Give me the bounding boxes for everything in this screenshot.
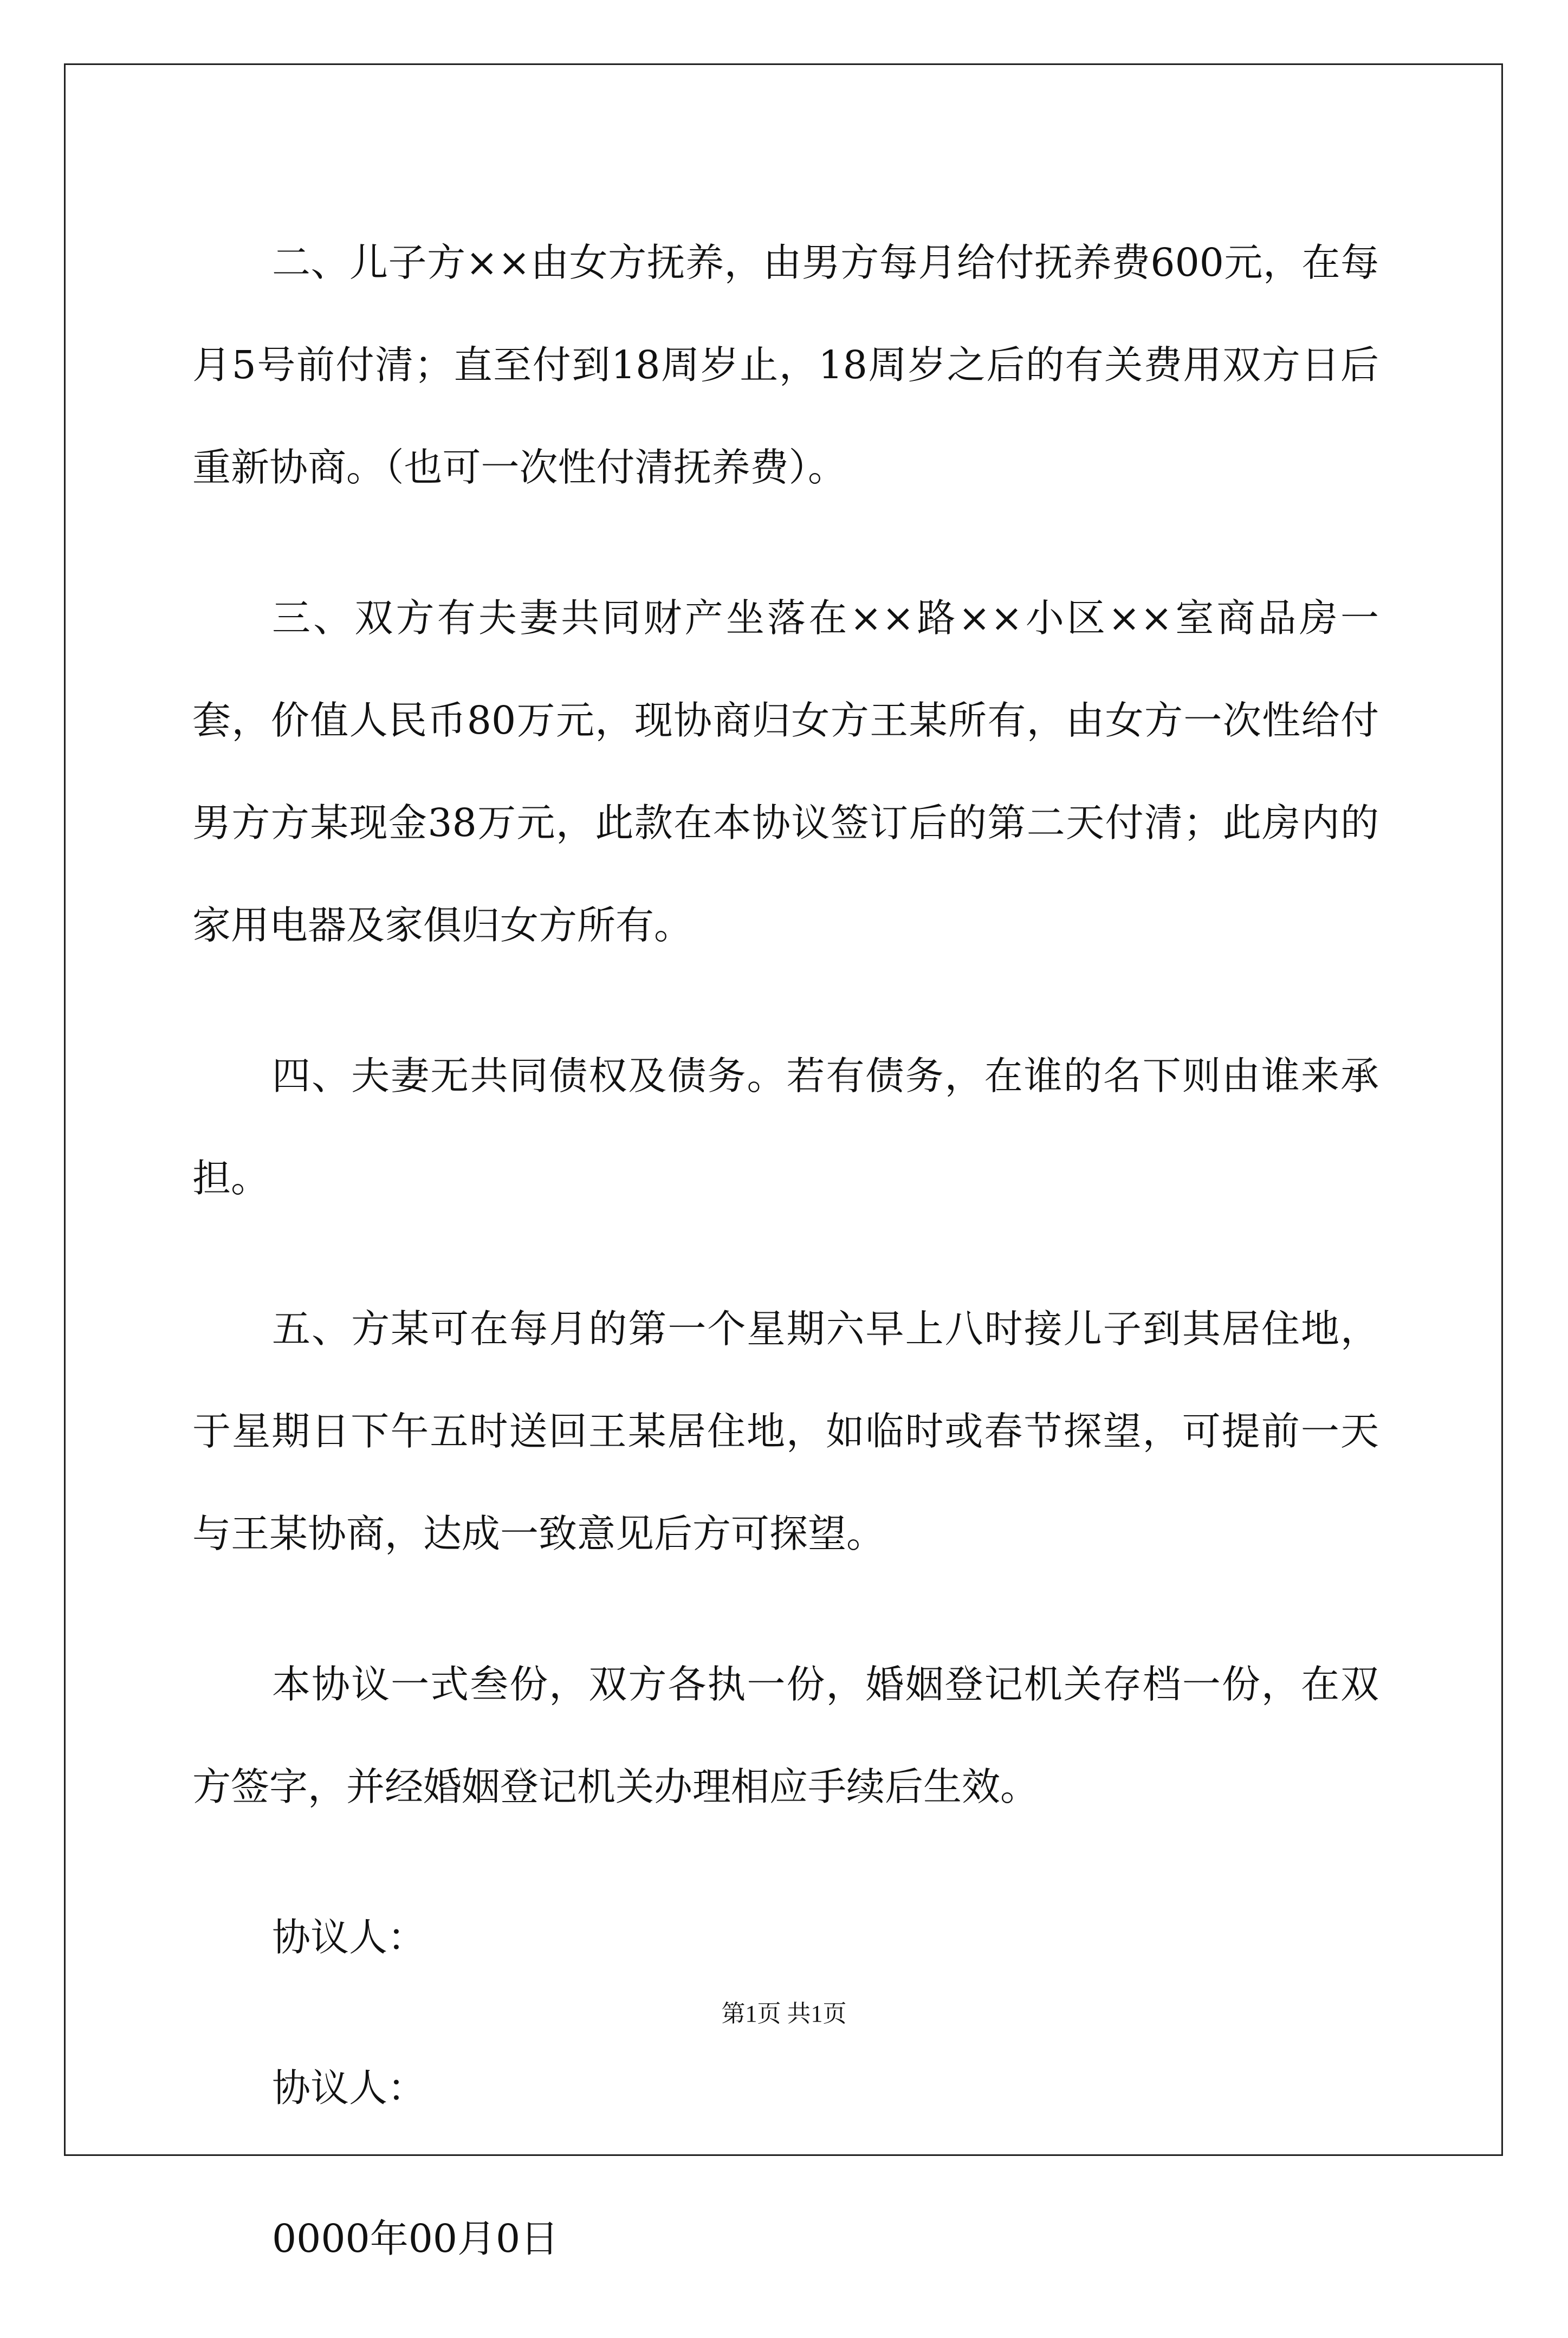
signature-line-2: 协议人： <box>272 2065 426 2110</box>
date-line: 0000年00月0日 <box>272 2216 559 2261</box>
page-number-footer: 第1页 共1页 <box>721 2000 847 2027</box>
signature-line-1: 协议人： <box>272 1915 426 1960</box>
clause-copies: 本协议一式叁份，双方各执一份，婚姻登记机关存档一份，在双方签字，并经婚姻登记机关办理相应手续后生效。 <box>192 1662 1379 1809</box>
clause-visitation: 五、方某可在每月的第一个星期六早上八时接儿子到其居住地，于星期日下午五时送回王某居住地，如临时或春节探望，可提前一天与王某协商，达成一致意见后方可探望。 <box>192 1306 1379 1556</box>
clause-debts: 四、夫妻无共同债权及债务。若有债务，在谁的名下则由谁来承担。 <box>192 1053 1379 1201</box>
clause-child-custody: 二、儿子方××由女方抚养，由男方每月给付抚养费600元，在每月5号前付清；直至付到18周岁止，18周岁之后的有关费用双方日后重新协商。（也可一次性付清抚养费）。 <box>192 240 1379 490</box>
clause-property: 三、双方有夫妻共同财产坐落在××路××小区××室商品房一套，价值人民币80万元，现协商归女方王某所有，由女方一次性给付男方方某现金38万元，此款在本协议签订后的第二天付清；此房内的家用电器及家俱归女方所有。 <box>192 595 1379 948</box>
